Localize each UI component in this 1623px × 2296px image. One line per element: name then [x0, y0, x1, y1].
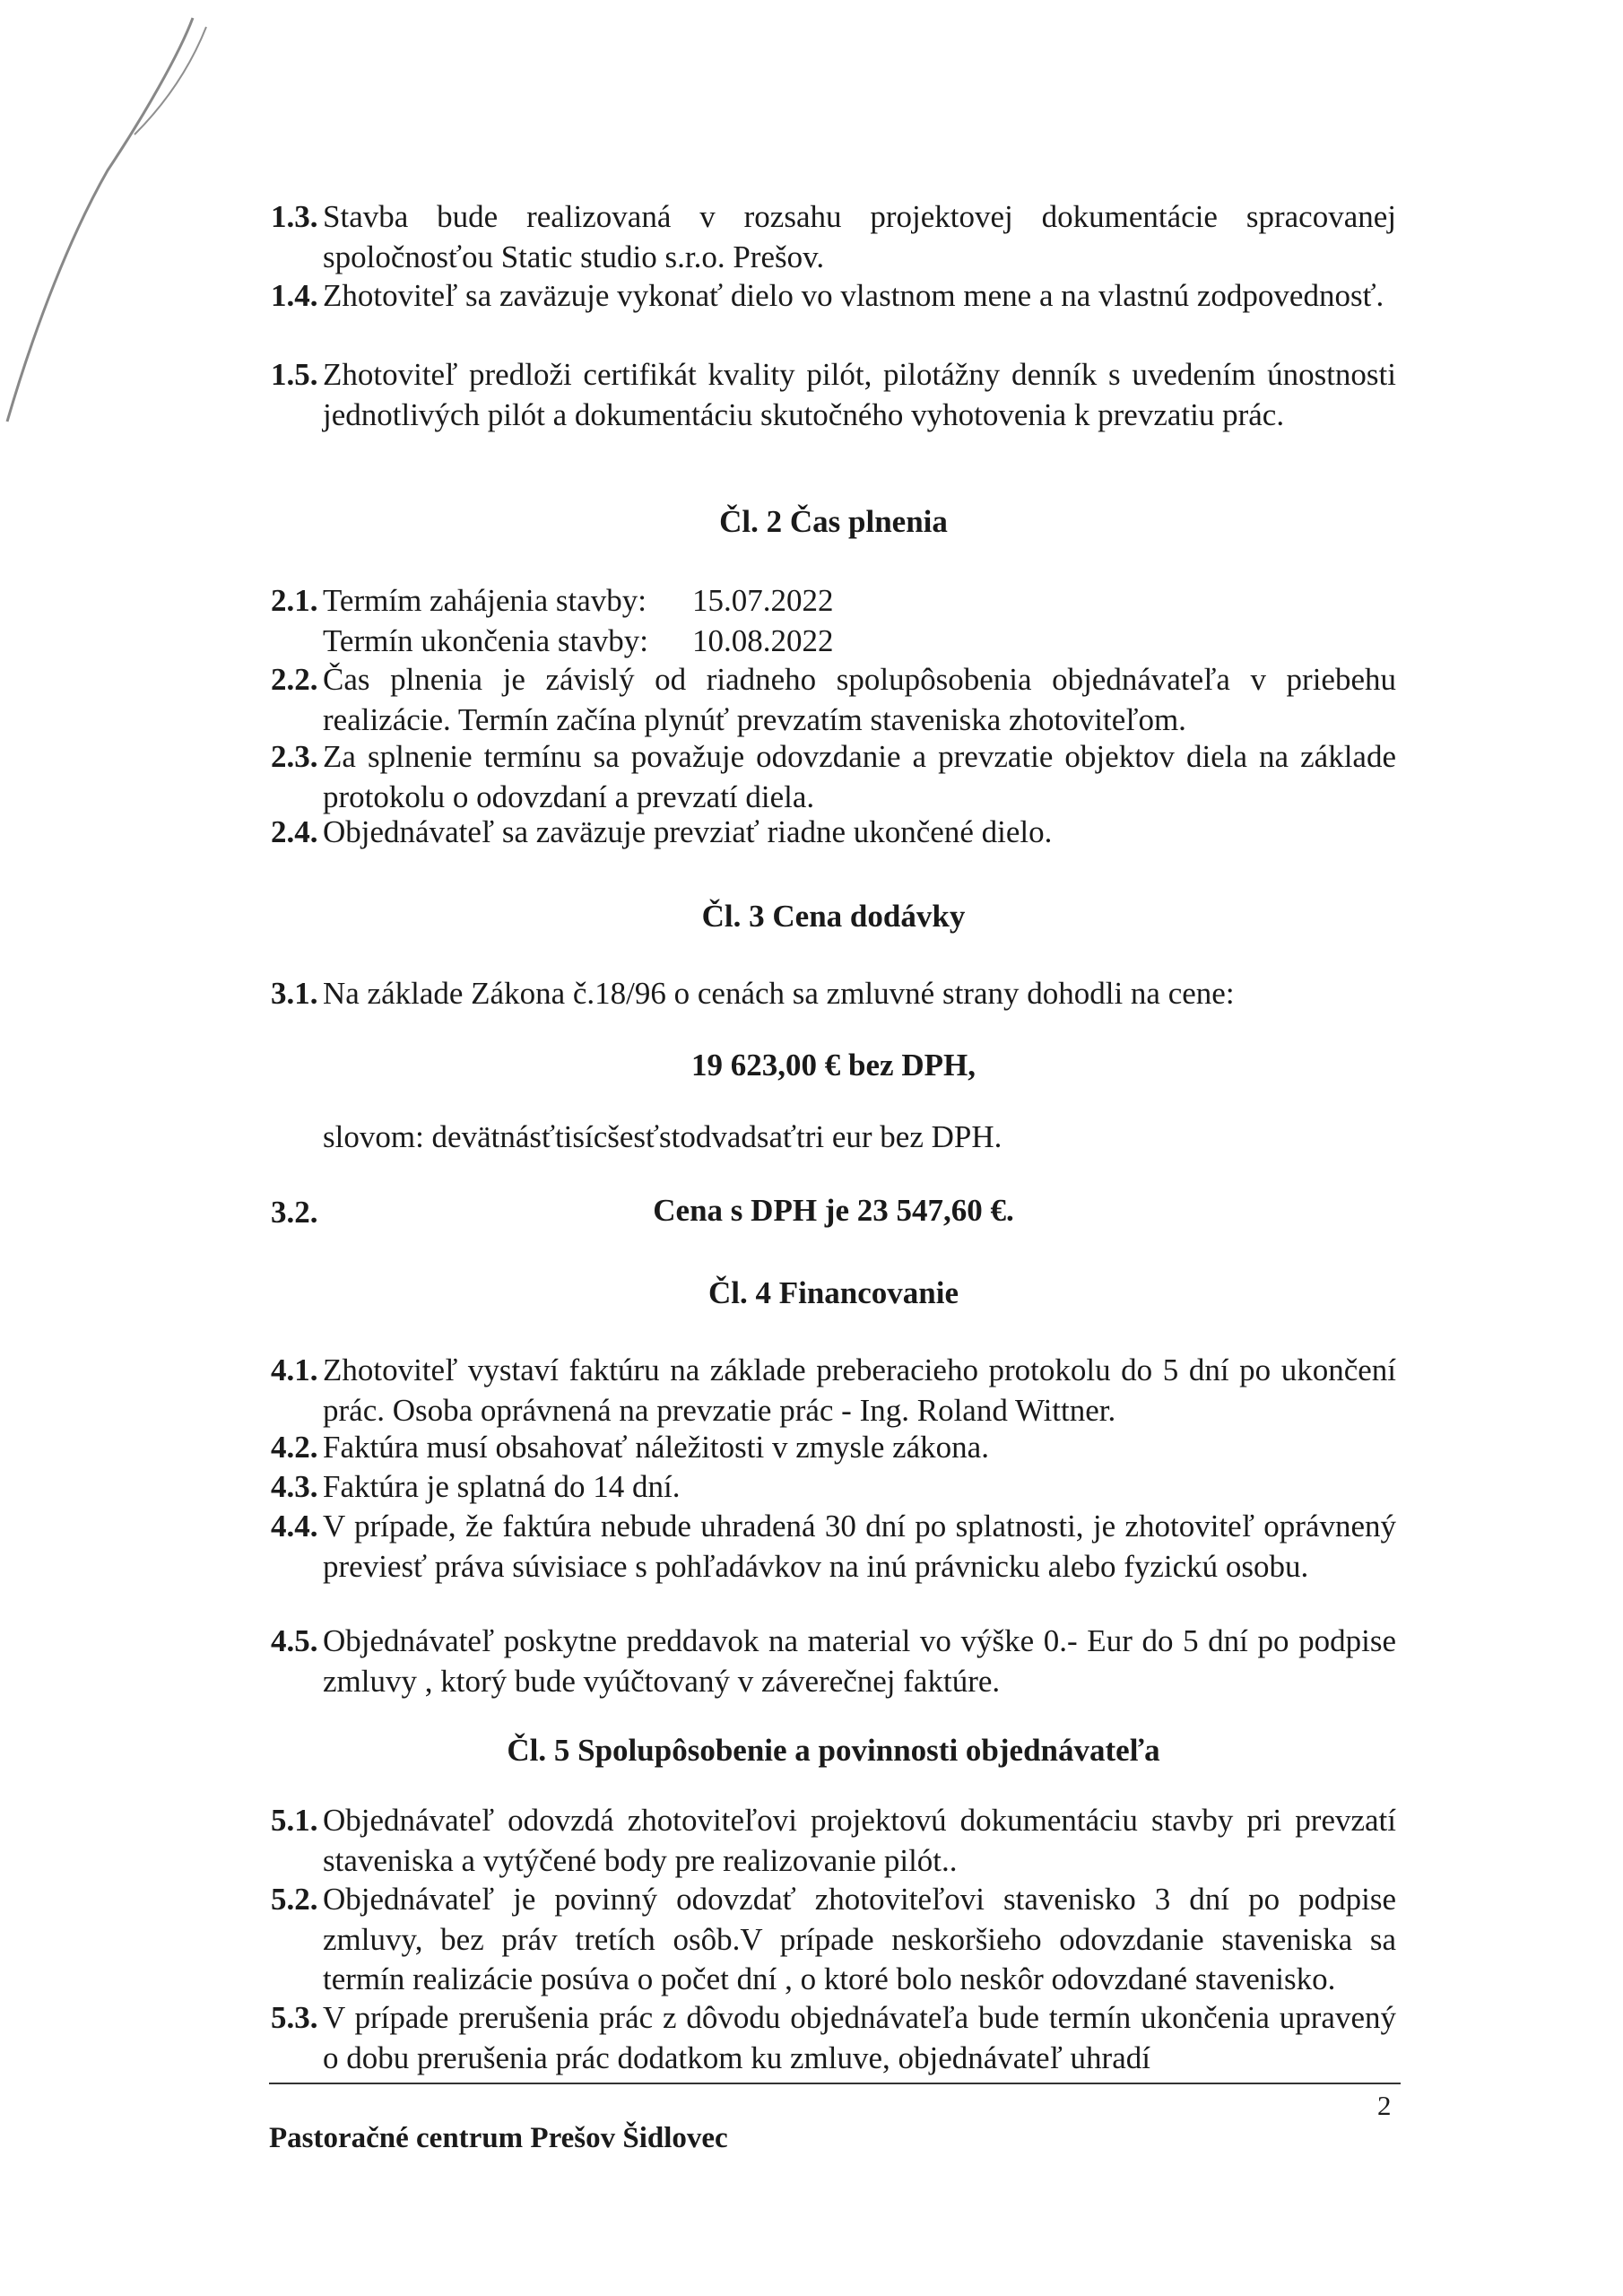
clause-number: 3.2.	[271, 1195, 318, 1230]
clause-text: Faktúra musí obsahovať náležitosti v zmysle zákona.	[323, 1430, 989, 1465]
clause-2-3	[271, 737, 1396, 817]
price-in-words: slovom: devätnásťtisícšesťstodvadsaťtri eur bez DPH.	[323, 1119, 1002, 1154]
article-3-heading: Čl. 3 Cena dodávky	[701, 899, 966, 934]
clause-text: Objednávateľ je povinný odovzdať zhotoviteľovi stavenisko 3 dní po podpise zmluvy, bez práv tretích osôb.V prípade neskoršieho odovzdanie staveniska sa termín realizácie posúva o počet dní , o ktoré bolo neskôr odovzdané stavenisko.	[323, 1882, 1396, 1996]
clause-number: 2.3.	[271, 739, 318, 774]
clause-text: Objednávateľ sa zaväzuje prevziať riadne ukončené dielo.	[323, 814, 1053, 849]
clause-number: 5.3.	[271, 2000, 318, 2035]
clause-text: Za splnenie termínu sa považuje odovzdanie a prevzatie objektov diela na základe protokolu o odovzdaní a prevzatí diela.	[323, 739, 1396, 814]
price-without-vat: 19 623,00 € bez DPH,	[691, 1048, 976, 1083]
term-block	[323, 581, 1396, 661]
article-2-heading: Čl. 2 Čas plnenia	[719, 504, 948, 539]
article-4-heading: Čl. 4 Financovanie	[707, 1275, 959, 1310]
end-label: Termín ukončenia stavby:	[323, 622, 649, 658]
clause-text: Zhotoviteľ predloži certifikát kvality pilót, pilotážny denník s uvedením únostnosti jednotlivých pilót a dokumentáciu skutočného vyhotovenia k prevzatiu prác.	[323, 357, 1396, 432]
clause-2-1	[271, 581, 1396, 661]
clause-number: 1.3.	[271, 199, 318, 234]
clause-number: 5.2.	[271, 1882, 318, 1917]
price-with-vat: Cena s DPH je 23 547,60 €.	[653, 1193, 1014, 1228]
footer-divider	[269, 2083, 1401, 2084]
clause-1-4	[271, 276, 1396, 317]
clause-number: 2.4.	[271, 814, 318, 849]
article-5-heading: Čl. 5 Spolupôsobenie a povinnosti objednávateľa	[507, 1733, 1160, 1768]
clause-text: Faktúra je splatná do 14 dní.	[323, 1469, 681, 1504]
end-date: 10.08.2022	[692, 622, 834, 658]
clause-5-2	[271, 1880, 1396, 2000]
clause-number: 1.4.	[271, 278, 318, 313]
start-label: Termím zahájenia stavby:	[323, 583, 647, 618]
clause-text: Zhotoviteľ vystaví faktúru na základe preberacieho protokolu do 5 dní po ukončení prác. Osoba oprávnená na prevzatie prác - Ing. Roland Wittner.	[323, 1352, 1396, 1428]
page-number: 2	[1377, 2090, 1392, 2121]
clause-3-1	[271, 974, 1396, 1014]
start-date: 15.07.2022	[692, 583, 834, 618]
clause-4-3	[271, 1467, 1396, 1508]
clause-text: V prípade prerušenia prác z dôvodu objednávateľa bude termín ukončenia upravený o dobu prerušenia prác dodatkom ku zmluve, objednávateľ uhradí	[323, 2000, 1396, 2075]
footer-title: Pastoračné centrum Prešov Šidlovec	[269, 2122, 728, 2154]
clause-number: 4.3.	[271, 1469, 318, 1504]
clause-5-1	[271, 1801, 1396, 1881]
clause-number: 2.2.	[271, 662, 318, 697]
clause-text: Objednávateľ odovzdá zhotoviteľovi projektovú dokumentáciu stavby pri prevzatí staveniska a vytýčené body pre realizovanie pilót..	[323, 1803, 1396, 1878]
clause-4-2	[271, 1428, 1396, 1468]
clause-1-5	[271, 355, 1396, 435]
clause-5-3	[271, 1998, 1396, 2078]
end-term	[323, 622, 1396, 662]
clause-1-3	[271, 197, 1396, 277]
start-term	[323, 581, 1396, 622]
clause-text: Na základe Zákona č.18/96 o cenách sa zmluvné strany dohodli na cene:	[323, 976, 1235, 1011]
clause-text: Čas plnenia je závislý od riadneho spolupôsobenia objednávateľa v priebehu realizácie. Termín začína plynúť prevzatím staveniska zhotoviteľom.	[323, 662, 1396, 737]
clause-number: 2.1.	[271, 583, 318, 618]
clause-number: 4.5.	[271, 1623, 318, 1658]
clause-4-4	[271, 1507, 1396, 1587]
clause-text: Stavba bude realizovaná v rozsahu projektovej dokumentácie spracovanej spoločnosťou Static studio s.r.o. Prešov.	[323, 199, 1396, 274]
clause-number: 4.1.	[271, 1352, 318, 1387]
clause-text: Objednávateľ poskytne preddavok na material vo výške 0.- Eur do 5 dní po podpise zmluvy , ktorý bude vyúčtovaný v záverečnej faktúre.	[323, 1623, 1396, 1699]
clause-text: V prípade, že faktúra nebude uhradená 30 dní po splatnosti, je zhotoviteľ oprávnený previesť práva súvisiace s pohľadávkov na inú právnicku alebo fyzickú osobu.	[323, 1509, 1396, 1584]
clause-number: 1.5.	[271, 357, 318, 392]
clause-number: 5.1.	[271, 1803, 318, 1838]
scan-mark	[0, 0, 296, 466]
clause-number: 4.2.	[271, 1430, 318, 1465]
clause-number: 4.4.	[271, 1509, 318, 1544]
clause-4-1	[271, 1351, 1396, 1431]
clause-2-4	[271, 813, 1396, 853]
clause-text: Zhotoviteľ sa zaväzuje vykonať dielo vo vlastnom mene a na vlastnú zodpovednosť.	[323, 278, 1384, 313]
clause-2-2	[271, 660, 1396, 740]
clause-4-5	[271, 1622, 1396, 1701]
clause-number: 3.1.	[271, 976, 318, 1011]
